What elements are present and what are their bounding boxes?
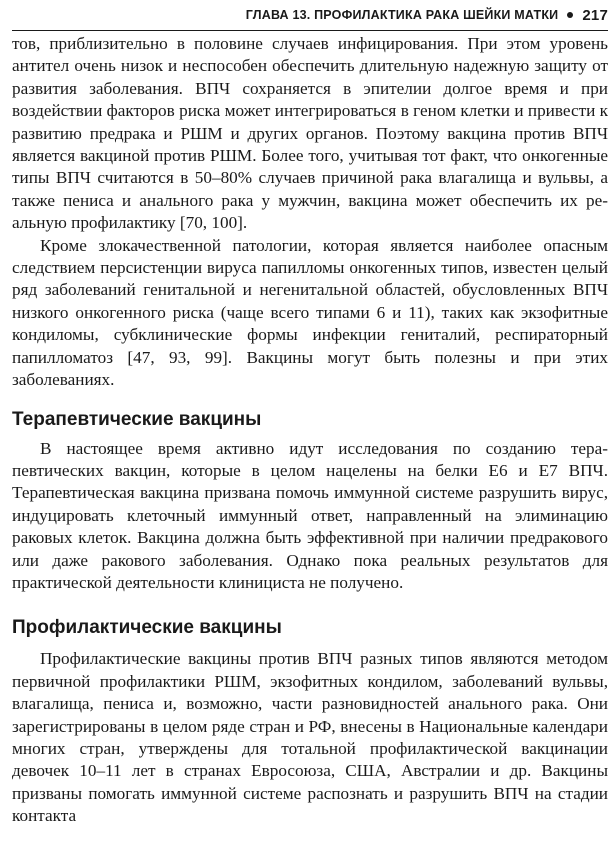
- paragraph-1: тов, приблизительно в половине случаев инфицирования. При этом уровень антител очень низок и неспособен обеспечить длительную надежную защиту от развития заболевания. ВПЧ сохраняется в эпителии долгое время и при воздействии факторов риска может интегрироваться в геном клетки и привести к развитию предрака и РШМ и других органов. Поэтому вакцина против ВПЧ является вакциной против РШМ. Более того, учитывая тот факт, что онкогенные типы ВПЧ считаются в 50–80% случаев причиной рака влагалища и вульвы, а также пениса и анального рака у мужчин, вакцина может обеспечить их реальную профилактику [70, 100].: [12, 34, 608, 233]
- bullet-icon: [567, 12, 573, 18]
- body-text: [12, 33, 608, 828]
- section-heading-therapeutic: Терапевтические вакцины: [12, 408, 262, 430]
- chapter-title: ГЛАВА 13. ПРОФИЛАКТИКА РАКА ШЕЙКИ МАТКИ: [245, 8, 559, 22]
- section-heading-prophylactic: Профилактические вакцины: [12, 617, 282, 639]
- paragraph-2: Кроме злокачественной патологии, которая является наиболее опасным следствием персистенции вируса папилломы онкогенных типов, известен целый ряд заболеваний генитальной и негенитальной областей, обусловленных ВПЧ низкого онкогенного риска (чаще всего типами 6 и 11), таких как экзофитные кондиломы, субклинические формы инфекции гениталий, респираторный папилломатоз [47, 93, 99]. Вакцины могут быть полезны и при этих заболеваниях.: [12, 235, 608, 390]
- paragraph-3: В настоящее время активно идут исследования по созданию терапевтических вакцин, которые в целом нацелены на белки Е6 и Е7 ВПЧ. Терапевтическая вакцина призвана помочь иммунной системе разрушить вирус, индуцировать клеточный иммунный ответ, направленный на элиминацию раковых клеток. Вакцина должна быть эффективной при наличии предракового или даже ракового заболевания. Однако пока реальных результатов для практической деятельности клинициста не получено.: [12, 438, 608, 592]
- running-head: [12, 0, 608, 31]
- page-number: 217: [582, 6, 608, 24]
- book-page: [12, 0, 608, 848]
- paragraph-4: Профилактические вакцины против ВПЧ разных типов являются методом первичной профилактики РШМ, экзофитных кондилом, заболеваний вульвы, влагалища, пениса и, возможно, части разновидностей анального рака. Они зарегистрированы в целом ряде стран и РФ, внесены в Национальные календари многих стран, утверждены для тотальной профилактической вакцинации девочек 10–11 лет в странах Евросоюза, США, Австралии и др. Вакцины призваны помогать иммунной системе распознать и разрушить ВПЧ на стадии контакта: [12, 649, 608, 826]
